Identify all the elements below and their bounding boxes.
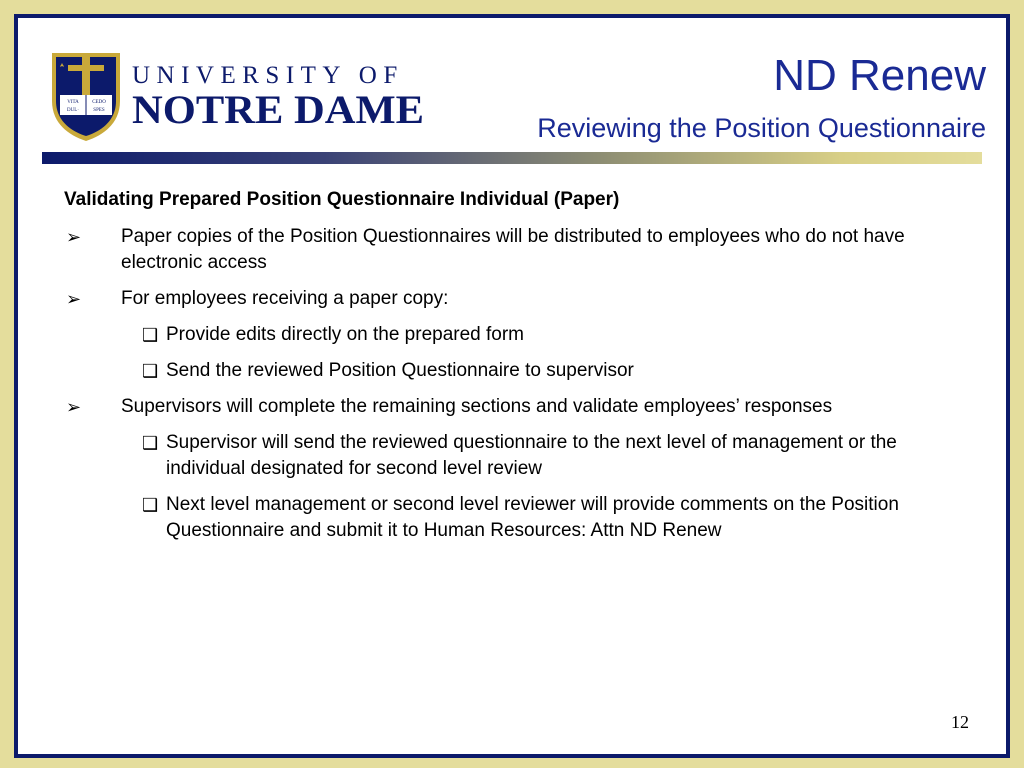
page-number: 12: [951, 712, 969, 732]
crest-word: SPES: [93, 108, 105, 113]
crest-word: CEDO: [92, 100, 106, 105]
checkbox-bullet-icon: ❑: [142, 361, 159, 381]
slide-content: [58, 188, 968, 554]
list-item-text: Provide edits directly on the prepared form: [166, 324, 525, 345]
list-item-text: For employees receiving a paper copy:: [121, 288, 449, 309]
list-item-text: Supervisors will complete the remaining sections and validate employees’ responses: [121, 396, 833, 417]
list-item: [58, 430, 968, 482]
list-item: [58, 492, 968, 544]
list-item: [58, 322, 968, 348]
checkbox-bullet-icon: ❑: [142, 495, 159, 515]
list-item: [58, 358, 968, 384]
arrow-bullet-icon: ➢: [66, 227, 82, 247]
list-item: [58, 394, 968, 420]
notre-dame-logo: [48, 49, 428, 141]
list-item: [58, 224, 968, 276]
checkbox-bullet-icon: ❑: [142, 325, 159, 345]
slide-title: ND Renew: [773, 51, 986, 100]
university-of-text: UNIVERSITY OF: [132, 62, 404, 89]
list-item-text: Send the reviewed Position Questionnaire to supervisor: [166, 360, 634, 381]
crest-word: VITA: [67, 100, 79, 105]
slide-frame: [14, 14, 1010, 758]
slide-subtitle: Reviewing the Position Questionnaire: [537, 113, 986, 143]
crest-word: DUL·: [67, 108, 79, 113]
notre-dame-text: NOTRE DAME: [132, 87, 424, 132]
arrow-bullet-icon: ➢: [66, 289, 82, 309]
list-item-text: Next level management or second level reviewer will provide comments on the Position Questionnaire and submit it to Human Resources: Attn ND Renew: [166, 494, 899, 541]
list-item-text: Paper copies of the Position Questionnaires will be distributed to employees who do not have electronic access: [121, 226, 905, 273]
section-heading: Validating Prepared Position Questionnaire Individual (Paper): [64, 189, 620, 210]
list-item: [58, 286, 968, 312]
header-divider: [42, 152, 982, 164]
checkbox-bullet-icon: ❑: [142, 433, 159, 453]
crest-icon: [52, 53, 120, 141]
arrow-bullet-icon: ➢: [66, 397, 82, 417]
list-item-text: Supervisor will send the reviewed questionnaire to the next level of management or the individual designated for second level review: [166, 432, 897, 479]
